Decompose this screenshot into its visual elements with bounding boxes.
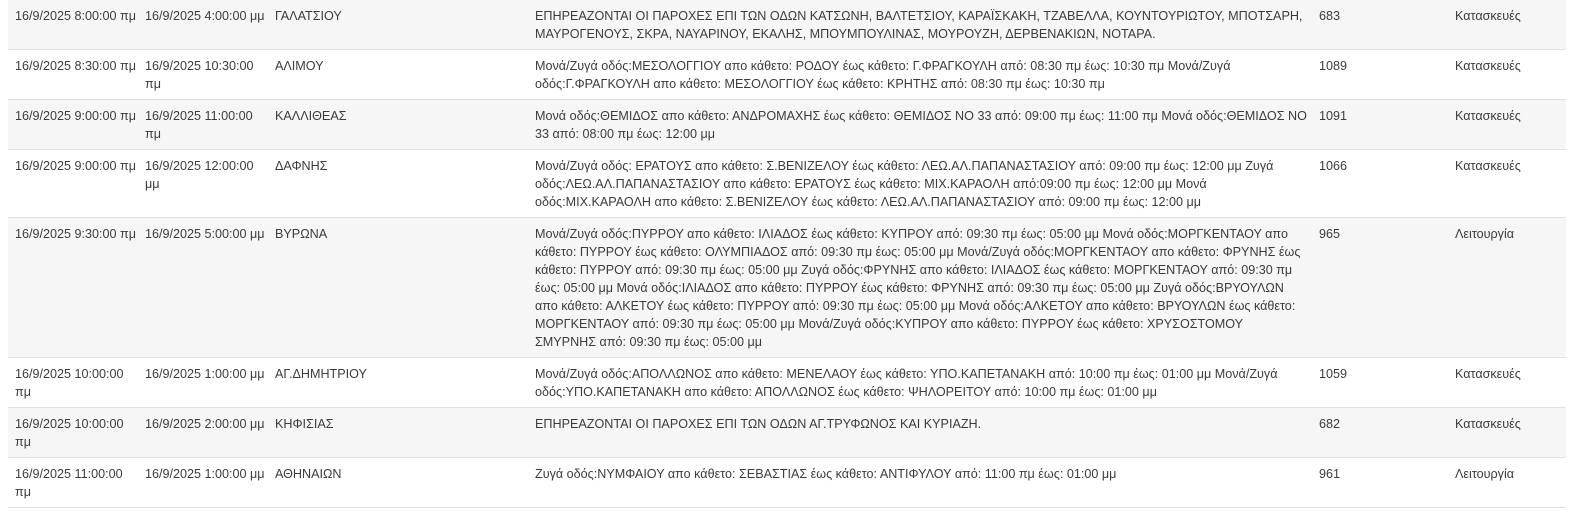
description-cell: ΕΠΗΡΕΑΖΟΝΤΑΙ ΟΙ ΠΑΡΟΧΕΣ ΕΠΙ ΤΩΝ ΟΔΩΝ ΑΓ.ΤΡΥΦΩΝΟΣ ΚΑΙ ΚΥΡΙΑΖΗ. — [528, 408, 1307, 458]
table-row — [8, 408, 1566, 458]
end-time-cell: 16/9/2025 5:00:00 μμ — [138, 218, 268, 358]
number-cell: 682 — [1307, 408, 1443, 458]
type-cell: Λειτουργία — [1443, 218, 1566, 358]
table-row — [8, 0, 1566, 50]
area-cell: ΑΛΙΜΟΥ — [268, 50, 528, 100]
area-cell: ΑΘΗΝΑΙΩΝ — [268, 458, 528, 508]
area-cell: ΚΑΛΛΙΘΕΑΣ — [268, 100, 528, 150]
end-time-cell: 16/9/2025 11:00:00 πμ — [138, 100, 268, 150]
end-time-cell: 16/9/2025 4:00:00 μμ — [138, 0, 268, 50]
number-cell: 1089 — [1307, 50, 1443, 100]
table-row — [8, 458, 1566, 508]
table-row — [8, 218, 1566, 358]
start-time-cell: 16/9/2025 9:00:00 πμ — [8, 100, 138, 150]
outage-table — [8, 0, 1566, 508]
description-cell: Μονά/Ζυγά οδός:ΠΥΡΡΟΥ απο κάθετο: ΙΛΙΑΔΟΣ έως κάθετο: ΚΥΠΡΟΥ από: 09:30 πμ έως: 05:00 μμ Μονά οδός:ΜΟΡΓΚΕΝΤΑΟΥ απο κάθετο: ΠΥΡΡΟΥ έως κάθετο: ΟΛΥΜΠΙΑΔΟΣ από: 09:30 πμ έως: 05:00 μμ Μονά/Ζυγά οδός:ΜΟΡΓΚΕΝΤΑΟΥ απο κάθετο: ΦΡΥΝΗΣ έως κάθετο: ΠΥΡΡΟΥ από: 09:30 πμ έως: 05:00 μμ Ζυγά οδός:ΦΡΥΝΗΣ απο κάθετο: ΙΛΙΑΔΟΣ έως κάθετο: ΜΟΡΓΚΕΝΤΑΟΥ από: 09:30 πμ έως: 05:00 μμ Μονά οδός:ΙΛΙΑΔΟΣ απο κάθετο: ΠΥΡΡΟΥ έως κάθετο: ΦΡΥΝΗΣ από: 09:30 πμ έως: 05:00 μμ Ζυγά οδός:ΒΡΥΟΥΛΩΝ απο κάθετο: ΑΛΚΕΤΟΥ έως κάθετο: ΠΥΡΡΟΥ από: 09:30 πμ έως: 05:00 μμ Μονά οδός:ΑΛΚΕΤΟΥ απο κάθετο: ΒΡΥΟΥΛΩΝ έως κάθετο: ΜΟΡΓΚΕΝΤΑΟΥ από: 09:30 πμ έως: 05:00 μμ Μονά/Ζυγά οδός:ΚΥΠΡΟΥ απο κάθετο: ΠΥΡΡΟΥ έως κάθετο: ΧΡΥΣΟΣΤΟΜΟΥ ΣΜΥΡΝΗΣ από: 09:30 πμ έως: 05:00 μμ — [528, 218, 1307, 358]
type-cell: Κατασκευές — [1443, 0, 1566, 50]
number-cell: 683 — [1307, 0, 1443, 50]
number-cell: 1066 — [1307, 150, 1443, 218]
table-row — [8, 100, 1566, 150]
description-cell: Μονά/Ζυγά οδός: ΕΡΑΤΟΥΣ απο κάθετο: Σ.ΒΕΝΙΖΕΛΟΥ έως κάθετο: ΛΕΩ.ΑΛ.ΠΑΠΑΝΑΣΤΑΣΙΟΥ από: 09:00 πμ έως: 12:00 μμ Ζυγά οδός:ΛΕΩ.ΑΛ.ΠΑΠΑΝΑΣΤΑΣΙΟΥ απο κάθετο: ΕΡΑΤΟΥΣ έως κάθετο: ΜΙΧ.ΚΑΡΑΟΛΗ από:09:00 πμ έως: 12:00 μμ Μονά οδός:ΜΙΧ.ΚΑΡΑΟΛΗ απο κάθετο: Σ.ΒΕΝΙΖΕΛΟΥ έως κάθετο: ΛΕΩ.ΑΛ.ΠΑΠΑΝΑΣΤΑΣΙΟΥ από: 09:00 πμ έως: 12:00 μμ — [528, 150, 1307, 218]
start-time-cell: 16/9/2025 10:00:00 πμ — [8, 408, 138, 458]
type-cell: Κατασκευές — [1443, 150, 1566, 218]
area-cell: ΚΗΦΙΣΙΑΣ — [268, 408, 528, 458]
description-cell: Ζυγά οδός:ΝΥΜΦΑΙΟΥ απο κάθετο: ΣΕΒΑΣΤΙΑΣ έως κάθετο: ΑΝΤΙΦΥΛΟΥ από: 11:00 πμ έως: 01:00 μμ — [528, 458, 1307, 508]
start-time-cell: 16/9/2025 10:00:00 πμ — [8, 358, 138, 408]
end-time-cell: 16/9/2025 12:00:00 μμ — [138, 150, 268, 218]
number-cell: 961 — [1307, 458, 1443, 508]
number-cell: 965 — [1307, 218, 1443, 358]
number-cell: 1059 — [1307, 358, 1443, 408]
area-cell: ΓΑΛΑΤΣΙΟΥ — [268, 0, 528, 50]
type-cell: Κατασκευές — [1443, 358, 1566, 408]
table-row — [8, 50, 1566, 100]
area-cell: ΒΥΡΩΝΑ — [268, 218, 528, 358]
table-row — [8, 150, 1566, 218]
description-cell: Μονά οδός:ΘΕΜΙΔΟΣ απο κάθετο: ΑΝΔΡΟΜΑΧΗΣ έως κάθετο: ΘΕΜΙΔΟΣ ΝΟ 33 από: 09:00 πμ έως: 11:00 πμ Μονά οδός:ΘΕΜΙΔΟΣ ΝΟ 33 από: 08:00 πμ έως: 12:00 μμ — [528, 100, 1307, 150]
end-time-cell: 16/9/2025 1:00:00 μμ — [138, 458, 268, 508]
description-cell: Μονά/Ζυγά οδός:ΑΠΟΛΛΩΝΟΣ απο κάθετο: ΜΕΝΕΛΑΟΥ έως κάθετο: ΥΠΟ.ΚΑΠΕΤΑΝΑΚΗ από: 10:00 πμ έως: 01:00 μμ Μονά/Ζυγά οδός:ΥΠΟ.ΚΑΠΕΤΑΝΑΚΗ απο κάθετο: ΑΠΟΛΛΩΝΟΣ έως κάθετο: ΨΗΛΟΡΕΙΤΟΥ από: 10:00 πμ έως: 01:00 μμ — [528, 358, 1307, 408]
description-cell: ΕΠΗΡΕΑΖΟΝΤΑΙ ΟΙ ΠΑΡΟΧΕΣ ΕΠΙ ΤΩΝ ΟΔΩΝ ΚΑΤΣΩΝΗ, ΒΑΛΤΕΤΣΙΟΥ, ΚΑΡΑΪΣΚΑΚΗ, ΤΖΑΒΕΛΛΑ, ΚΟΥΝΤΟΥΡΙΩΤΟΥ, ΜΠΟΤΣΑΡΗ, ΜΑΥΡΟΓΕΝΟΥΣ, ΣΚΡΑ, ΝΑΥΑΡΙΝΟΥ, ΕΚΑΛΗΣ, ΜΠΟΥΜΠΟΥΛΙΝΑΣ, ΜΟΥΡΟΥΖΗ, ΔΕΡΒΕΝΑΚΙΩΝ, ΝΟΤΑΡΑ. — [528, 0, 1307, 50]
type-cell: Λειτουργία — [1443, 458, 1566, 508]
description-cell: Μονά/Ζυγά οδός:ΜΕΣΟΛΟΓΓΙΟΥ απο κάθετο: ΡΟΔΟΥ έως κάθετο: Γ.ΦΡΑΓΚΟΥΛΗ από: 08:30 πμ έως: 10:30 πμ Μονά/Ζυγά οδός:Γ.ΦΡΑΓΚΟΥΛΗ απο κάθετο: ΜΕΣΟΛΟΓΓΙΟΥ έως κάθετο: ΚΡΗΤΗΣ από: 08:30 πμ έως: 10:30 πμ — [528, 50, 1307, 100]
number-cell: 1091 — [1307, 100, 1443, 150]
start-time-cell: 16/9/2025 8:30:00 πμ — [8, 50, 138, 100]
type-cell: Κατασκευές — [1443, 50, 1566, 100]
end-time-cell: 16/9/2025 2:00:00 μμ — [138, 408, 268, 458]
type-cell: Κατασκευές — [1443, 408, 1566, 458]
end-time-cell: 16/9/2025 10:30:00 πμ — [138, 50, 268, 100]
table-row — [8, 358, 1566, 408]
start-time-cell: 16/9/2025 11:00:00 πμ — [8, 458, 138, 508]
start-time-cell: 16/9/2025 9:30:00 πμ — [8, 218, 138, 358]
start-time-cell: 16/9/2025 9:00:00 πμ — [8, 150, 138, 218]
start-time-cell: 16/9/2025 8:00:00 πμ — [8, 0, 138, 50]
area-cell: ΑΓ.ΔΗΜΗΤΡΙΟΥ — [268, 358, 528, 408]
outage-table-body — [8, 0, 1566, 508]
end-time-cell: 16/9/2025 1:00:00 μμ — [138, 358, 268, 408]
type-cell: Κατασκευές — [1443, 100, 1566, 150]
area-cell: ΔΑΦΝΗΣ — [268, 150, 528, 218]
